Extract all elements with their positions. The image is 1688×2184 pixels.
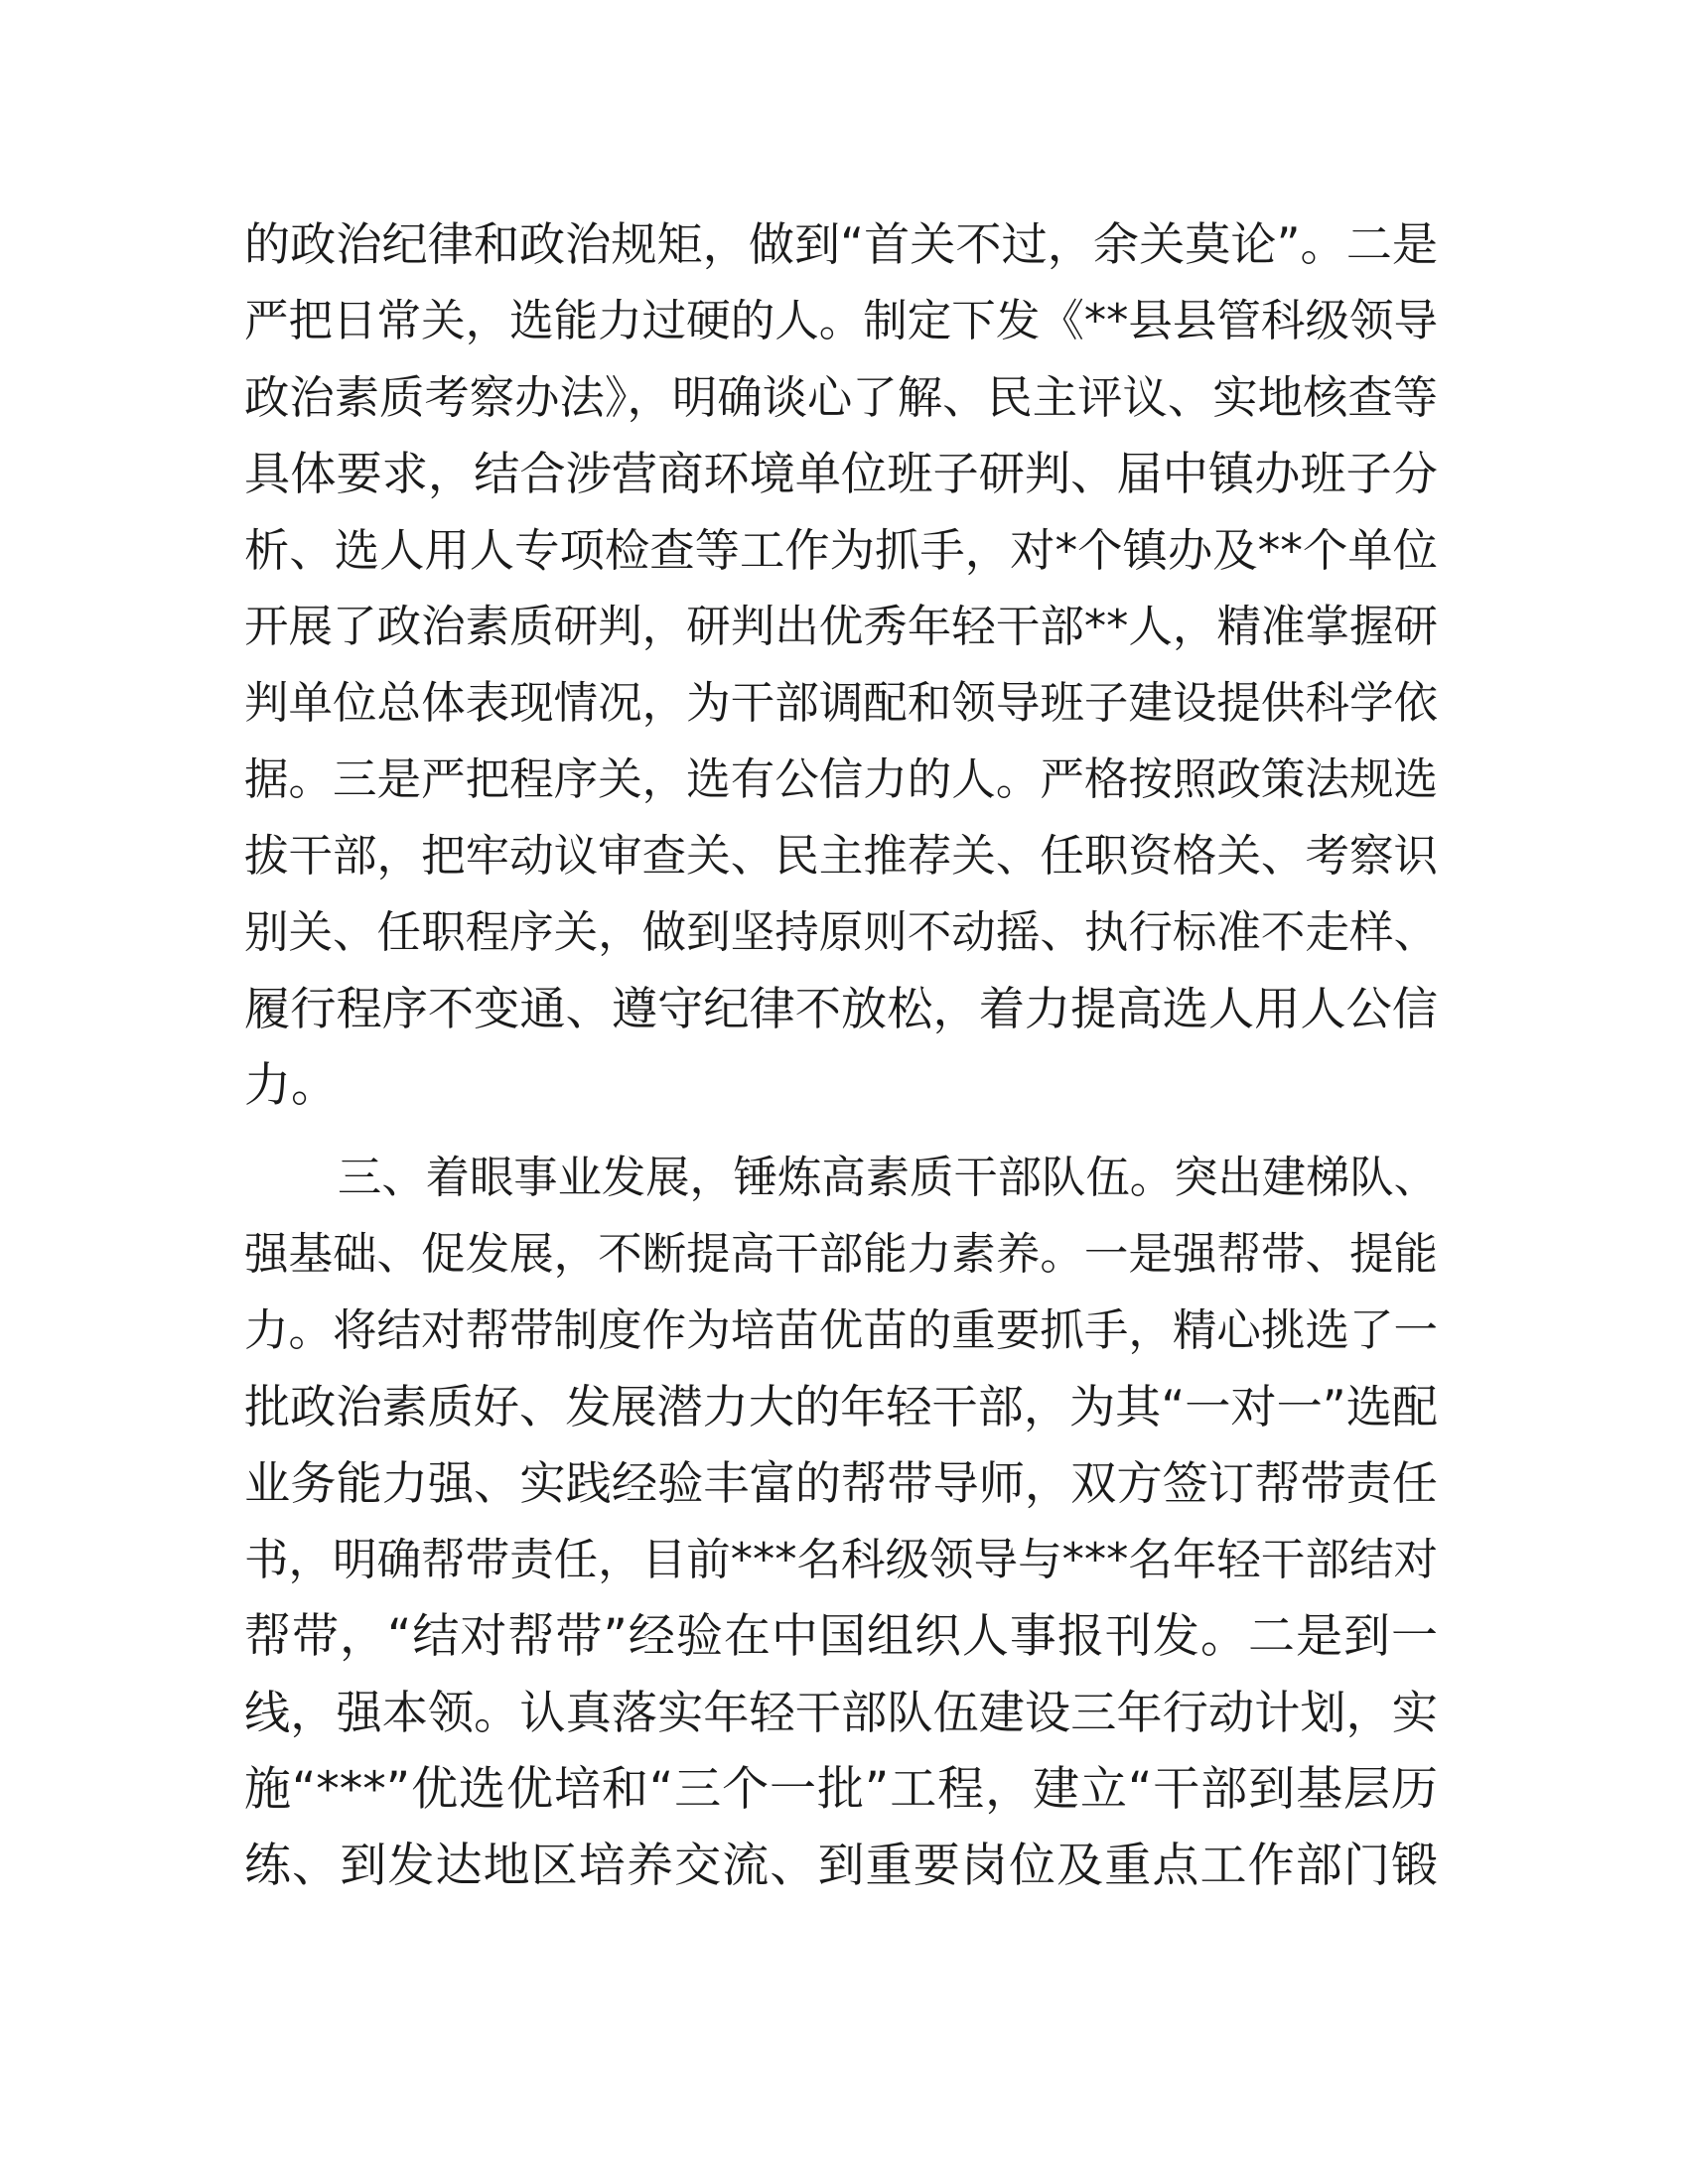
text-line: 履行程序不变通、遵守纪律不放松，着力提高选人用人公信	[244, 982, 1438, 1035]
text-line: 别关、任职程序关，做到坚持原则不动摇、执行标准不走样、	[244, 907, 1438, 958]
text-line: 三、着眼事业发展，锤炼高素质干部队伍。突出建梯队、	[338, 1153, 1438, 1203]
paragraph-spacer	[244, 1124, 1438, 1140]
text-line: 帮带，“结对帮带”经验在中国组织人事报刊发。二是到一	[244, 1609, 1438, 1664]
text-line: 批政治素质好、发展潜力大的年轻干部，为其“一对一”选配	[244, 1380, 1438, 1433]
text-line: 练、到发达地区培养交流、到重要岗位及重点工作部门锻	[244, 1839, 1438, 1893]
paragraph-1	[244, 206, 1438, 1124]
text-line: 拔干部，把牢动议审查关、民主推荐关、任职资格关、考察识	[244, 831, 1438, 882]
text-line: 线，强本领。认真落实年轻干部队伍建设三年行动计划，实	[244, 1686, 1438, 1739]
paragraph-2	[244, 1140, 1438, 1904]
text-line: 开展了政治素质研判，研判出优秀年轻干部**人，精准掌握研	[244, 602, 1438, 652]
text-line: 严把日常关，选能力过硬的人。制定下发《**县县管科级领导	[244, 296, 1438, 346]
text-line: 强基础、促发展，不断提高干部能力素养。一是强帮带、提能	[244, 1229, 1438, 1280]
text-line: 具体要求，结合涉营商环境单位班子研判、届中镇办班子分	[244, 447, 1438, 500]
text-line: 书，明确帮带责任，目前***名科级领导与***名年轻干部结对	[244, 1535, 1438, 1585]
document-body	[244, 206, 1438, 1904]
text-line: 析、选人用人专项检查等工作为抓手，对*个镇办及**个单位	[244, 524, 1438, 577]
text-line: 施“***”优选优培和“三个一批”工程，建立“干部到基层历	[244, 1762, 1438, 1817]
text-line: 的政治纪律和政治规矩，做到“首关不过，余关莫论”。二是	[244, 217, 1438, 271]
text-line: 判单位总体表现情况，为干部调配和领导班子建设提供科学依	[244, 678, 1438, 729]
text-line: 据。三是严把程序关，选有公信力的人。严格按照政策法规选	[244, 754, 1438, 805]
text-line: 政治素质考察办法》，明确谈心了解、民主评议、实地核查等	[244, 371, 1438, 424]
text-line: 力。将结对帮带制度作为培苗优苗的重要抓手，精心挑选了一	[244, 1305, 1438, 1356]
text-line: 业务能力强、实践经验丰富的帮带导师，双方签订帮带责任	[244, 1456, 1438, 1510]
text-line: 力。	[244, 1058, 338, 1113]
